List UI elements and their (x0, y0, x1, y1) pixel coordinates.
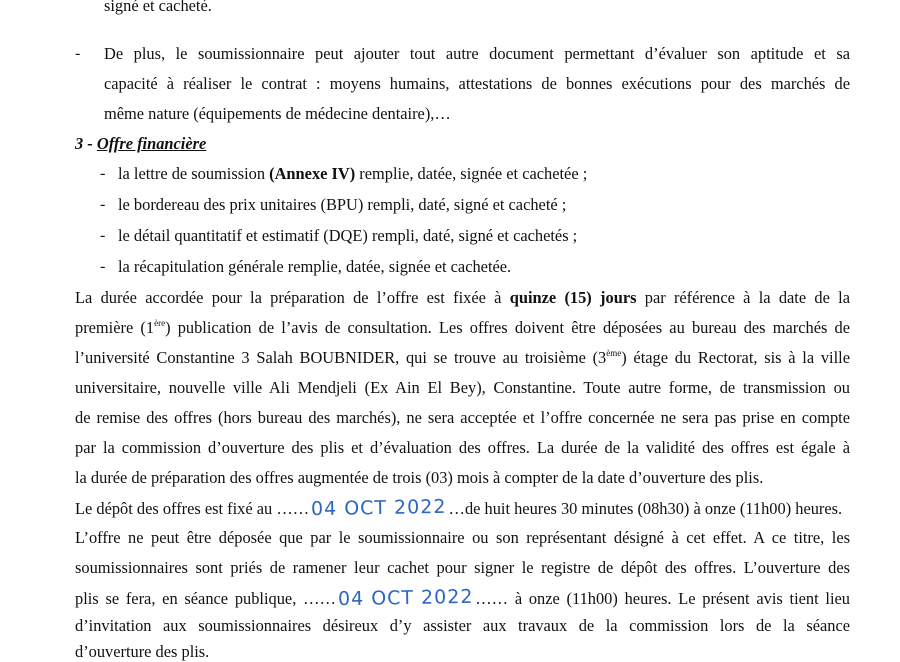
list-item (118, 164, 850, 184)
text-span: à onze (11h00) heures. Le présent avis tient lieu (508, 589, 850, 608)
paragraph-line (75, 468, 850, 488)
text-line (104, 74, 850, 94)
text-span: signé et cacheté. (104, 0, 212, 15)
paragraph-line (75, 558, 850, 578)
text-span: remplie, datée, signée et cachetée ; (355, 164, 588, 183)
text-span: La durée accordée pour la préparation de l’offre est fixée à (75, 288, 510, 307)
text-span: première (1 (75, 318, 155, 337)
text-span: de huit heures 30 minutes (08h30) à onze (11h00) heures. (464, 499, 843, 518)
text-span: la lettre de soumission (118, 164, 270, 183)
text-line (104, 44, 850, 64)
paragraph-line (75, 616, 850, 636)
deposit-line (75, 495, 850, 521)
text-span: la durée de préparation des offres augmentée de trois (03) mois à compter de la date d’ouverture des plis. (75, 468, 764, 487)
text-span: l’université Constantine 3 Salah BOUBNIDER, qui se trouve au troisième (3 (75, 348, 607, 367)
superscript: ère (154, 318, 166, 328)
text-span: même nature (équipements de médecine dentaire),… (104, 104, 451, 123)
paragraph-line (75, 318, 850, 338)
text-span: la récapitulation générale remplie, datée, signée et cachetée. (118, 257, 512, 276)
text-span: L’offre ne peut être déposée que par le soumissionnaire ou son représentant désigné à cet effet. A ce titre, les (75, 528, 850, 547)
date-stamp (309, 497, 449, 519)
bold-text: quinze (15) jours (509, 288, 637, 307)
text-span: Le dépôt des offres est fixé au (75, 499, 277, 518)
bullet-dash: - (100, 165, 106, 182)
dots: …… (475, 589, 509, 608)
text-span: capacité à réaliser le contrat : moyens humains, attestations de bonnes exécutions pour des marchés de (104, 74, 850, 93)
text-span: universitaire, nouvelle ville Ali Mendjeli (Ex Ain El Bey), Constantine. Toute autre forme, de transmission ou (75, 378, 850, 397)
bullet-dash: - (100, 227, 106, 244)
bold-text: (Annexe IV) (269, 164, 356, 183)
text-span: soumissionnaires sont priés de ramener leur cachet pour signer le registre de dépôt des offres. L’ouverture des (75, 558, 850, 577)
text-line (104, 104, 850, 124)
section-number: 3 - (75, 134, 97, 153)
stamp-text: 04 OCT 2022 (310, 495, 447, 521)
paragraph-line (75, 288, 850, 308)
paragraph-line (75, 348, 850, 368)
text-span: de remise des offres (hors bureau des marchés), ne sera acceptée et l’offre concernée ne sera pas prise en compte (75, 408, 850, 427)
list-item (118, 195, 850, 215)
text-span: ) étage du Rectorat, sis à la ville (621, 348, 850, 367)
section-heading (75, 134, 850, 154)
text-span: ) publication de l’avis de consultation. Les offres doivent être déposées au bureau des marchés de (165, 318, 850, 337)
text-span: le détail quantitatif et estimatif (DQE) rempli, daté, signé et cachetés ; (118, 226, 578, 245)
text-span: d’ouverture des plis. (75, 642, 210, 661)
text-span: par référence à la date de la (636, 288, 850, 307)
text-span: De plus, le soumissionnaire peut ajouter tout autre document permettant d’évaluer son aptitude et sa (104, 44, 850, 63)
text-span: d’invitation aux soumissionnaires désireux d’y assister aux travaux de la commission lors de la séance (75, 616, 850, 635)
list-item (118, 257, 850, 277)
bullet-dash: - (100, 258, 106, 275)
dots: … (448, 499, 465, 518)
stamp-text: 04 OCT 2022 (337, 585, 474, 611)
text-line (104, 0, 850, 16)
paragraph-line (75, 408, 850, 428)
superscript: ème (606, 348, 622, 358)
text-span: plis se fera, en séance publique, (75, 589, 304, 608)
paragraph-line (75, 528, 850, 548)
dots: …… (303, 589, 336, 608)
paragraph-line (75, 378, 850, 398)
section-title: Offre financière (96, 134, 207, 153)
paragraph-line (75, 438, 850, 458)
list-item (118, 226, 850, 246)
date-stamp (336, 587, 476, 609)
text-span: le bordereau des prix unitaires (BPU) rempli, daté, signé et cacheté ; (118, 195, 567, 214)
dots: …… (276, 499, 310, 518)
opening-line (75, 585, 850, 611)
paragraph-line (75, 642, 850, 662)
bullet-dash: - (75, 45, 81, 62)
text-span: par la commission d’ouverture des plis et d’évaluation des offres. La durée de la validité des offres est égale à (75, 438, 850, 457)
bullet-dash: - (100, 196, 106, 213)
